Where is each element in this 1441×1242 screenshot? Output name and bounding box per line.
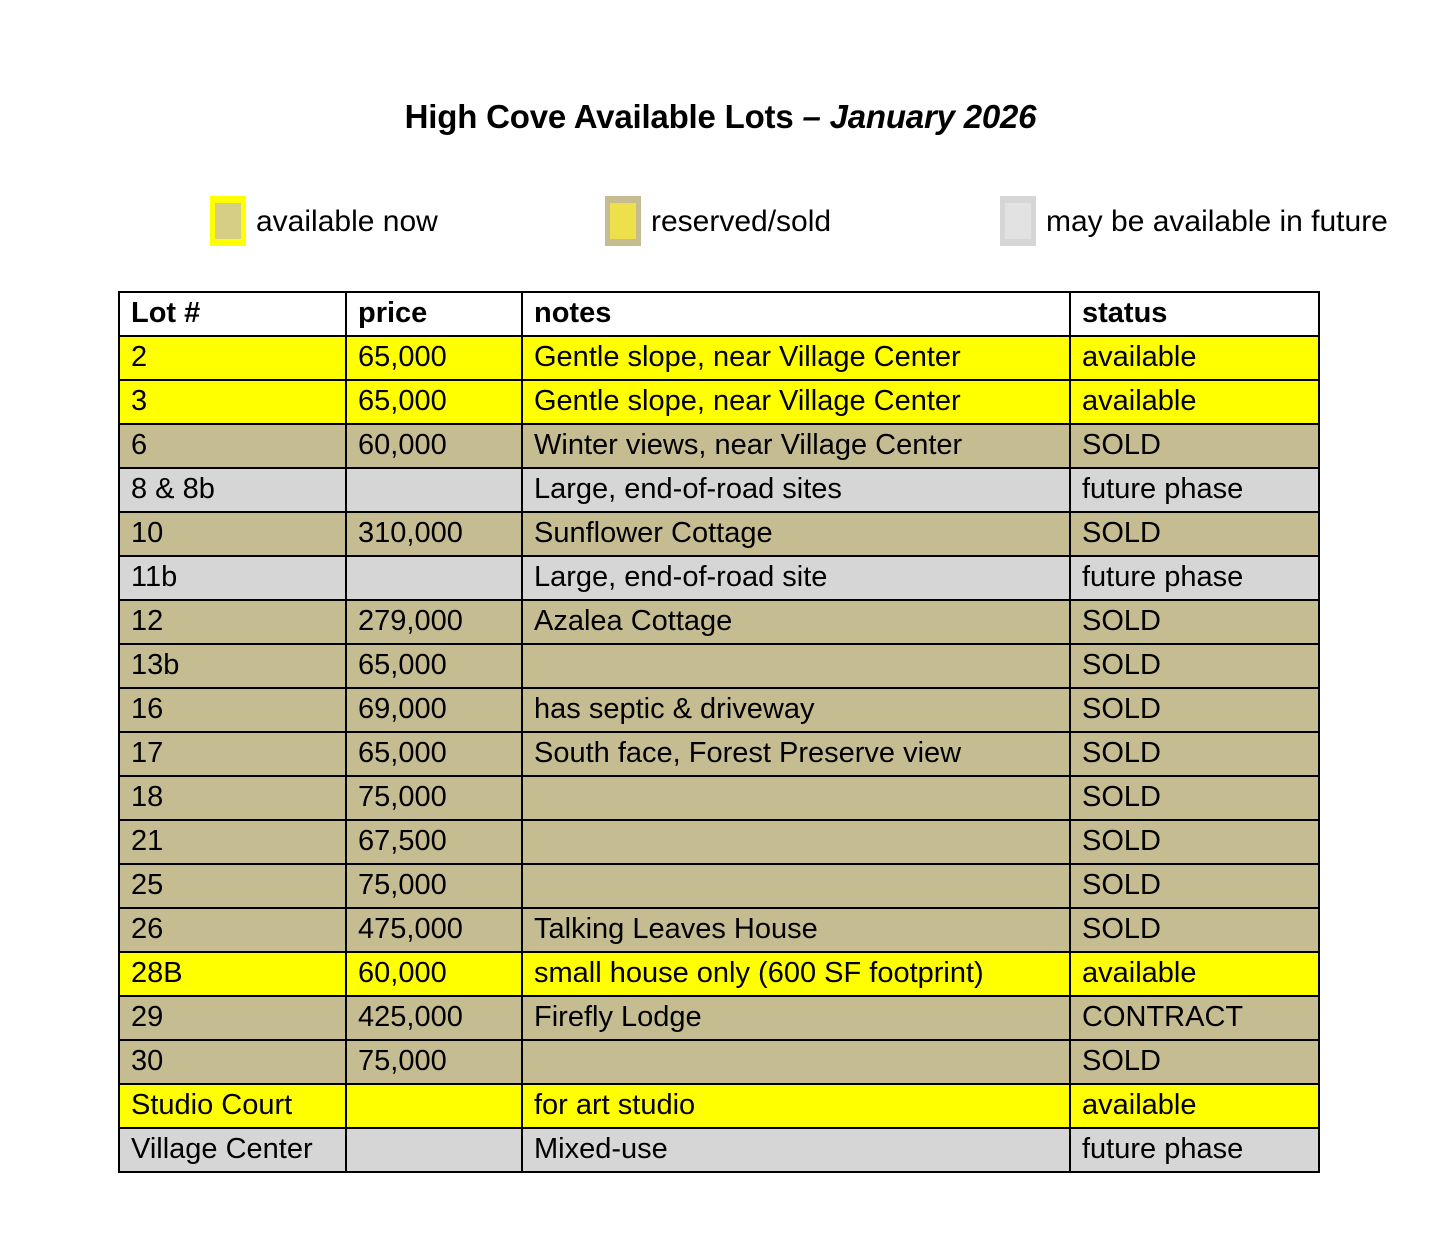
cell-lot: 10 <box>119 512 346 556</box>
cell-status: available <box>1070 952 1319 996</box>
cell-notes: for art studio <box>522 1084 1070 1128</box>
cell-notes: small house only (600 SF footprint) <box>522 952 1070 996</box>
cell-notes: Mixed-use <box>522 1128 1070 1172</box>
cell-price <box>346 556 522 600</box>
cell-lot: 13b <box>119 644 346 688</box>
available-lots-table <box>118 291 1320 1173</box>
cell-notes <box>522 776 1070 820</box>
cell-lot: 18 <box>119 776 346 820</box>
cell-status: SOLD <box>1070 820 1319 864</box>
cell-lot: 12 <box>119 600 346 644</box>
table-row <box>119 1084 1319 1128</box>
cell-status: future phase <box>1070 468 1319 512</box>
cell-status: SOLD <box>1070 424 1319 468</box>
cell-notes: Azalea Cottage <box>522 600 1070 644</box>
cell-price: 475,000 <box>346 908 522 952</box>
cell-price: 69,000 <box>346 688 522 732</box>
cell-status: available <box>1070 1084 1319 1128</box>
legend-label: available now <box>256 205 438 238</box>
cell-notes: Sunflower Cottage <box>522 512 1070 556</box>
table-row <box>119 556 1319 600</box>
cell-notes: South face, Forest Preserve view <box>522 732 1070 776</box>
table-row <box>119 468 1319 512</box>
cell-status: available <box>1070 380 1319 424</box>
cell-price: 65,000 <box>346 380 522 424</box>
cell-status: SOLD <box>1070 644 1319 688</box>
table-row <box>119 1128 1319 1172</box>
cell-status: future phase <box>1070 1128 1319 1172</box>
legend-swatch-inner <box>610 203 636 239</box>
cell-price <box>346 468 522 512</box>
cell-status: SOLD <box>1070 1040 1319 1084</box>
legend-item-0 <box>210 196 438 246</box>
cell-status: SOLD <box>1070 776 1319 820</box>
cell-lot: 21 <box>119 820 346 864</box>
cell-lot: 17 <box>119 732 346 776</box>
cell-lot: 30 <box>119 1040 346 1084</box>
table-row <box>119 996 1319 1040</box>
page-title <box>0 98 1441 136</box>
table-row <box>119 600 1319 644</box>
cell-notes: Winter views, near Village Center <box>522 424 1070 468</box>
legend-swatch-icon <box>605 196 641 246</box>
legend-swatch-icon <box>210 196 246 246</box>
cell-price <box>346 1084 522 1128</box>
cell-notes: Talking Leaves House <box>522 908 1070 952</box>
cell-status: SOLD <box>1070 864 1319 908</box>
cell-status: SOLD <box>1070 732 1319 776</box>
column-header-price: price <box>346 292 522 336</box>
cell-lot: 26 <box>119 908 346 952</box>
column-header-lot: Lot # <box>119 292 346 336</box>
page-title-date: January 2026 <box>829 98 1037 135</box>
cell-notes <box>522 644 1070 688</box>
cell-status: SOLD <box>1070 908 1319 952</box>
cell-lot: 3 <box>119 380 346 424</box>
cell-price <box>346 1128 522 1172</box>
cell-price: 60,000 <box>346 952 522 996</box>
legend-swatch-inner <box>215 203 241 239</box>
cell-lot: 2 <box>119 336 346 380</box>
table-row <box>119 512 1319 556</box>
legend-label: reserved/sold <box>651 205 832 238</box>
cell-price: 310,000 <box>346 512 522 556</box>
table-row <box>119 380 1319 424</box>
cell-lot: 25 <box>119 864 346 908</box>
cell-notes <box>522 864 1070 908</box>
cell-price: 425,000 <box>346 996 522 1040</box>
table-row <box>119 424 1319 468</box>
cell-status: SOLD <box>1070 600 1319 644</box>
table-body <box>119 336 1319 1172</box>
cell-status: SOLD <box>1070 688 1319 732</box>
cell-lot: Studio Court <box>119 1084 346 1128</box>
table-row <box>119 820 1319 864</box>
page-title-main: High Cove Available Lots <box>404 98 803 135</box>
column-header-notes: notes <box>522 292 1070 336</box>
cell-notes: Gentle slope, near Village Center <box>522 336 1070 380</box>
cell-price: 67,500 <box>346 820 522 864</box>
cell-price: 75,000 <box>346 1040 522 1084</box>
cell-lot: 6 <box>119 424 346 468</box>
table-row <box>119 908 1319 952</box>
legend-label: may be available in future <box>1046 205 1388 238</box>
cell-notes: Firefly Lodge <box>522 996 1070 1040</box>
table-row <box>119 864 1319 908</box>
table-row <box>119 688 1319 732</box>
cell-price: 279,000 <box>346 600 522 644</box>
table-row <box>119 336 1319 380</box>
cell-status: available <box>1070 336 1319 380</box>
legend-item-2 <box>1000 196 1388 246</box>
legend-swatch-inner <box>1005 203 1031 239</box>
table-row <box>119 952 1319 996</box>
cell-lot: 28B <box>119 952 346 996</box>
cell-status: SOLD <box>1070 512 1319 556</box>
cell-notes <box>522 820 1070 864</box>
cell-price: 65,000 <box>346 732 522 776</box>
cell-lot: 11b <box>119 556 346 600</box>
table-row <box>119 644 1319 688</box>
cell-status: future phase <box>1070 556 1319 600</box>
cell-price: 65,000 <box>346 644 522 688</box>
cell-lot: 29 <box>119 996 346 1040</box>
cell-notes: Large, end-of-road sites <box>522 468 1070 512</box>
table-row <box>119 1040 1319 1084</box>
legend-item-1 <box>605 196 831 246</box>
cell-status: CONTRACT <box>1070 996 1319 1040</box>
cell-price: 75,000 <box>346 864 522 908</box>
table-header-row <box>119 292 1319 336</box>
page-title-separator: – <box>802 98 830 135</box>
cell-notes: Gentle slope, near Village Center <box>522 380 1070 424</box>
cell-price: 75,000 <box>346 776 522 820</box>
cell-notes: has septic & driveway <box>522 688 1070 732</box>
cell-notes <box>522 1040 1070 1084</box>
legend-swatch-icon <box>1000 196 1036 246</box>
legend <box>118 196 1418 258</box>
cell-price: 60,000 <box>346 424 522 468</box>
cell-lot: Village Center <box>119 1128 346 1172</box>
cell-price: 65,000 <box>346 336 522 380</box>
table-row <box>119 776 1319 820</box>
cell-lot: 8 & 8b <box>119 468 346 512</box>
cell-notes: Large, end-of-road site <box>522 556 1070 600</box>
table-row <box>119 732 1319 776</box>
cell-lot: 16 <box>119 688 346 732</box>
column-header-status: status <box>1070 292 1319 336</box>
